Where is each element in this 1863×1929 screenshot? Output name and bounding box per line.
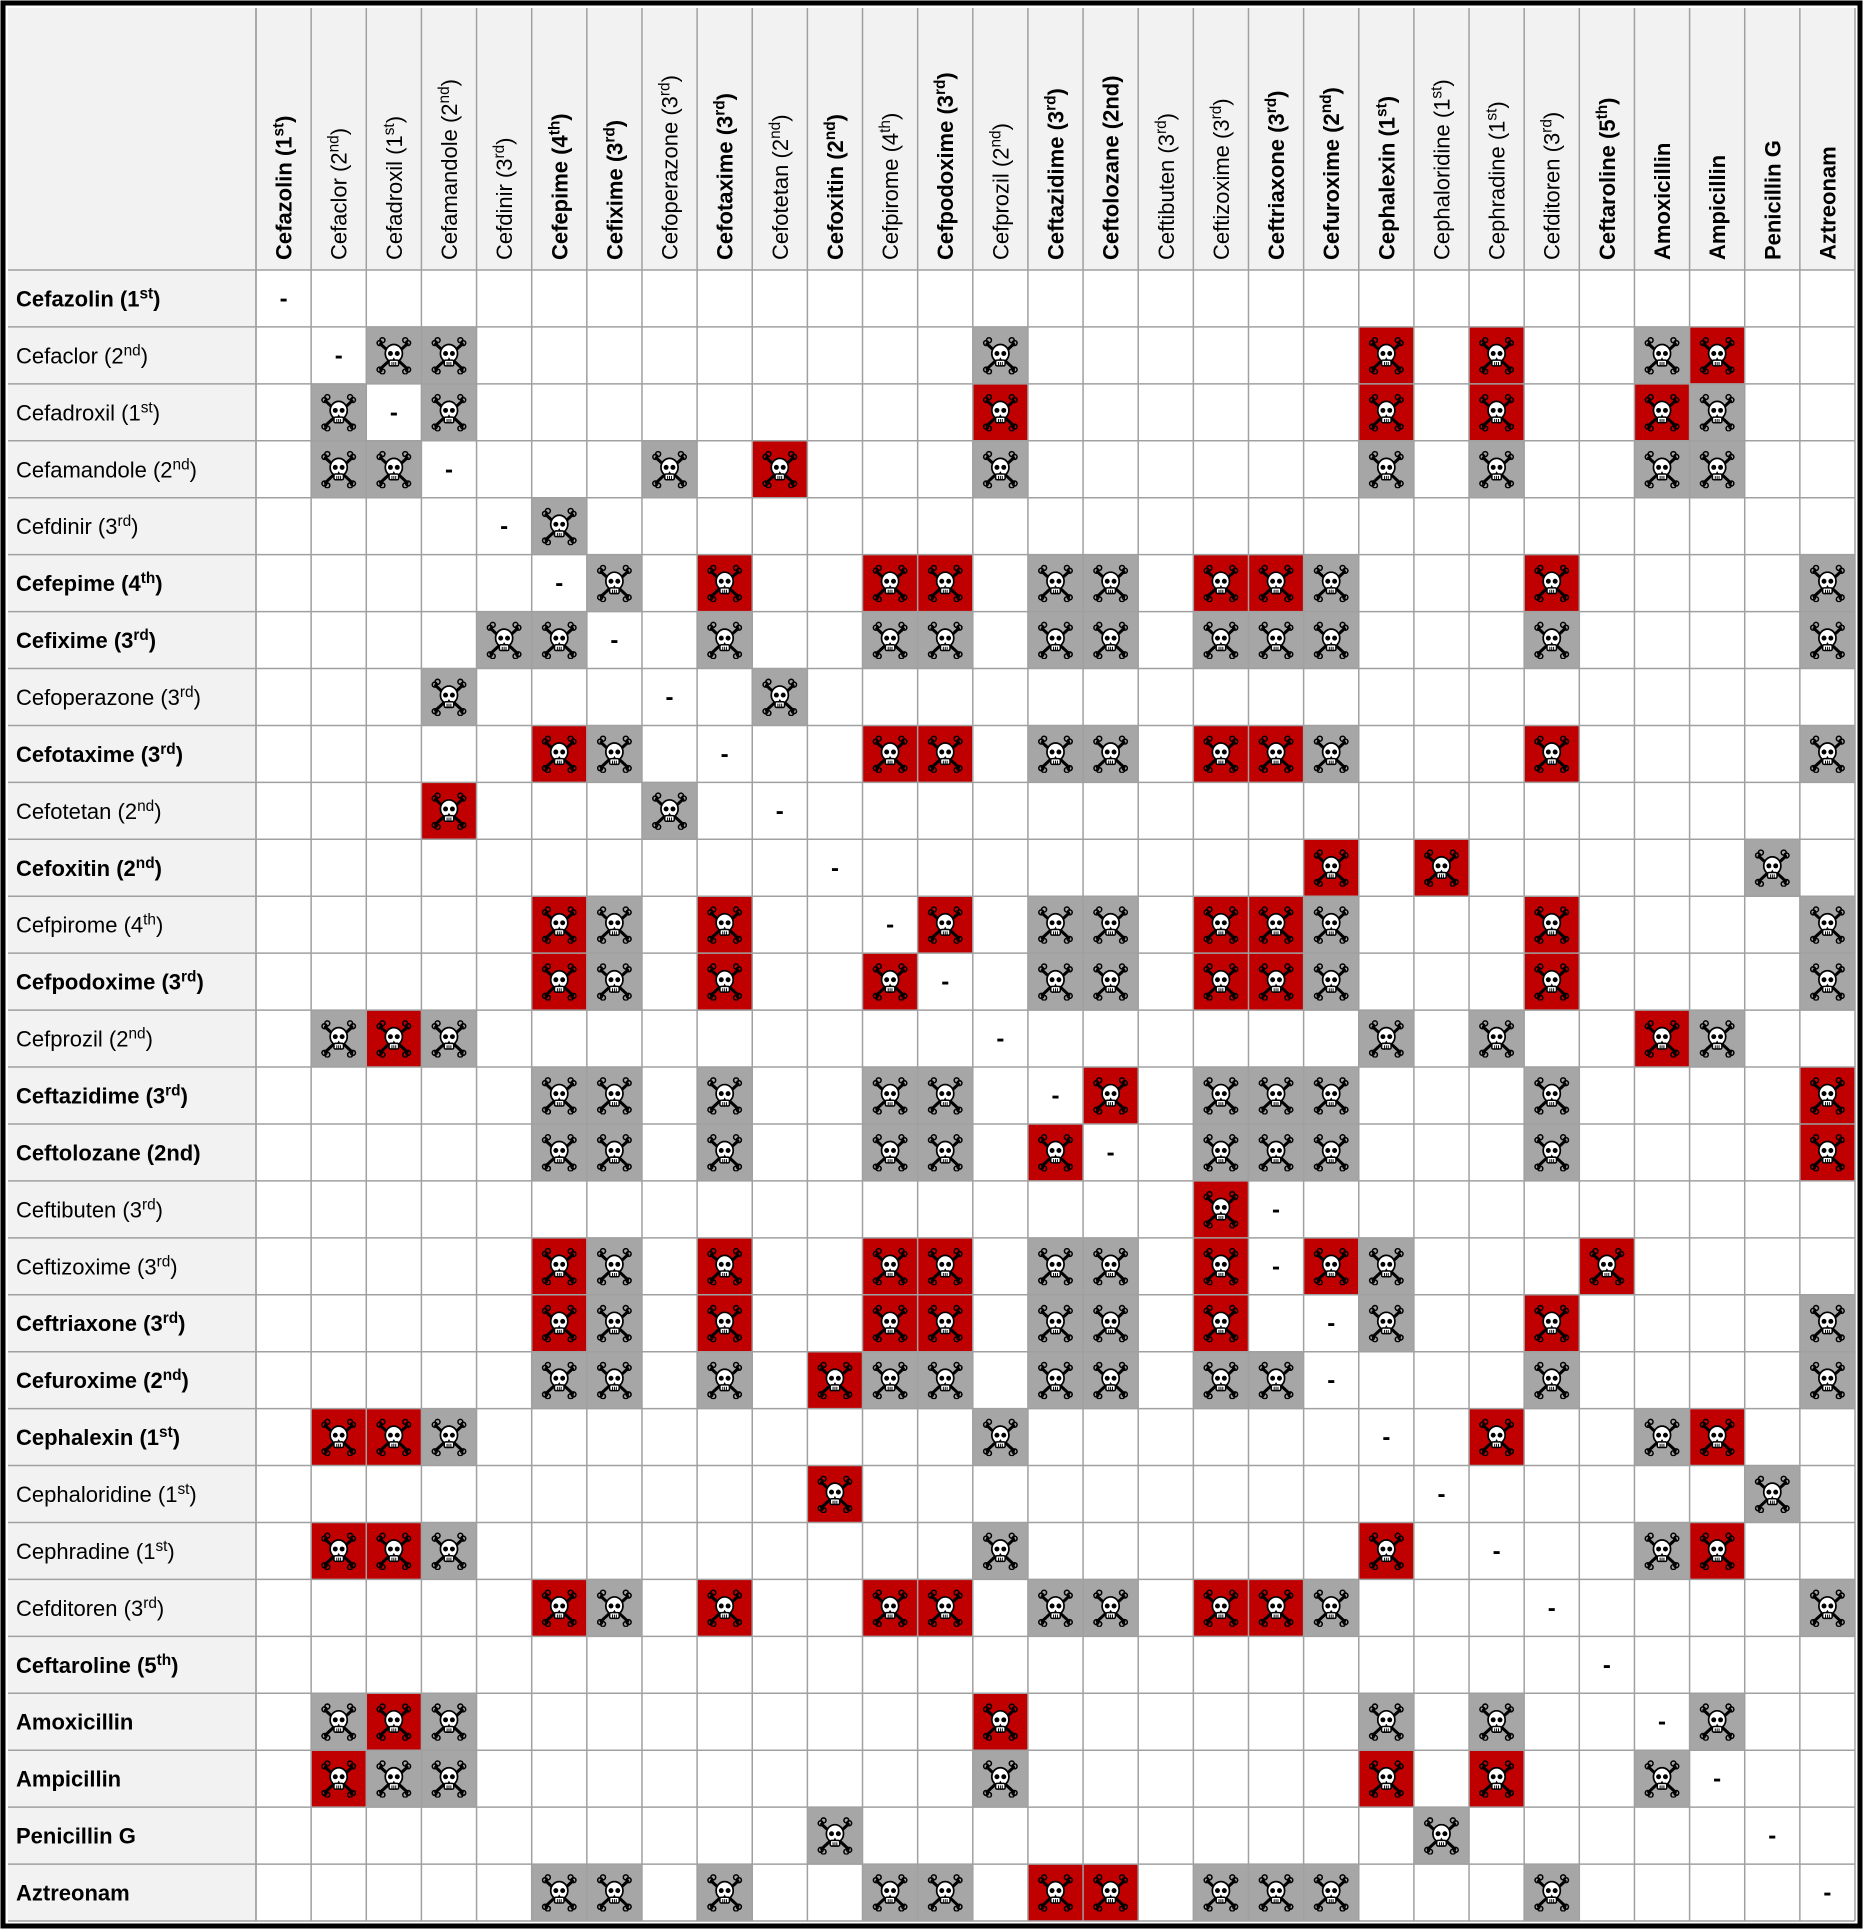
row-label-amoxicillin: Amoxicillin	[16, 1709, 134, 1735]
column-label-cefixime: Cefixime (3rd)	[601, 119, 628, 260]
column-label-cefepime: Cefepime (4th)	[546, 113, 573, 260]
self-pair-dash: -	[1492, 1537, 1501, 1565]
row-label-cefotaxime: Cefotaxime (3rd)	[16, 740, 184, 767]
self-pair-dash: -	[1327, 1367, 1336, 1395]
row-label-ampicillin: Ampicillin	[16, 1766, 122, 1792]
column-label-cefamandole: Cefamandole (2nd)	[435, 79, 462, 260]
row-label-aztreonam: Aztreonam	[16, 1880, 130, 1906]
self-pair-dash: -	[996, 1025, 1005, 1053]
column-label-cefadroxil: Cefadroxil (1st)	[380, 115, 407, 260]
column-label-cephradine: Cephradine (1st)	[1483, 101, 1510, 260]
self-pair-dash: -	[555, 570, 564, 598]
self-pair-dash: -	[941, 968, 950, 996]
row-label-cefoperazone: Cefoperazone (3rd)	[16, 683, 201, 710]
column-label-ceftolozane: Ceftolozane (2nd)	[1098, 75, 1124, 260]
self-pair-dash: -	[1327, 1310, 1336, 1338]
row-label-ceftizoxime: Ceftizoxime (3rd)	[16, 1253, 178, 1280]
row-label-cefixime: Cefixime (3rd)	[16, 627, 157, 654]
row-label-cefpodoxime: Cefpodoxime (3rd)	[16, 968, 204, 995]
self-pair-dash: -	[775, 797, 784, 825]
self-pair-dash: -	[1272, 1253, 1281, 1281]
column-label-ceftazidime: Ceftazidime (3rd)	[1042, 88, 1069, 260]
self-pair-dash: -	[1547, 1594, 1556, 1622]
row-label-ceftolozane: Ceftolozane (2nd)	[16, 1140, 201, 1166]
self-pair-dash: -	[500, 513, 509, 541]
self-pair-dash: -	[1658, 1708, 1667, 1736]
column-label-cefoxitin: Cefoxitin (2nd)	[821, 114, 848, 260]
column-label-cefditoren: Cefditoren (3rd)	[1538, 111, 1565, 260]
column-label-cephalexin: Cephalexin (1st)	[1373, 95, 1400, 260]
column-label-penicillin-g: Penicillin G	[1760, 140, 1786, 260]
self-pair-dash: -	[665, 683, 674, 711]
self-pair-dash: -	[1272, 1196, 1281, 1224]
self-pair-dash: -	[444, 456, 453, 484]
self-pair-dash: -	[1768, 1822, 1777, 1850]
row-label-ceftriaxone: Ceftriaxone (3rd)	[16, 1310, 186, 1337]
column-label-cefotetan: Cefotetan (2nd)	[766, 114, 793, 260]
column-label-ceftriaxone: Ceftriaxone (3rd)	[1263, 90, 1290, 260]
self-pair-dash: -	[1106, 1139, 1115, 1167]
column-label-amoxicillin: Amoxicillin	[1650, 142, 1676, 260]
column-label-cefdinir: Cefdinir (3rd)	[491, 137, 518, 260]
row-label-cefadroxil: Cefadroxil (1st)	[16, 399, 161, 426]
self-pair-dash: -	[1437, 1481, 1446, 1509]
row-label-cefotetan: Cefotetan (2nd)	[16, 797, 162, 824]
column-label-cefuroxime: Cefuroxime (2nd)	[1318, 87, 1345, 260]
column-label-ampicillin: Ampicillin	[1705, 154, 1731, 260]
self-pair-dash: -	[830, 854, 839, 882]
self-pair-dash: -	[1713, 1765, 1722, 1793]
row-label-cefepime: Cefepime (4th)	[16, 570, 163, 597]
column-label-cefpirome: Cefpirome (4th)	[877, 112, 904, 260]
column-label-cefoperazone: Cefoperazone (3rd)	[656, 75, 683, 260]
column-label-cefaclor: Cefaclor (2nd)	[325, 127, 352, 260]
column-label-cefazolin: Cefazolin (1st)	[270, 115, 297, 260]
self-pair-dash: -	[1051, 1082, 1060, 1110]
column-label-cefprozil: Cefprozil (2nd)	[987, 123, 1014, 260]
self-pair-dash: -	[334, 342, 343, 370]
row-label-cephradine: Cephradine (1st)	[16, 1537, 175, 1564]
self-pair-dash: -	[389, 399, 398, 427]
self-pair-dash: -	[279, 285, 288, 313]
self-pair-dash: -	[610, 627, 619, 655]
row-label-ceftazidime: Ceftazidime (3rd)	[16, 1082, 188, 1109]
column-label-cefpodoxime: Cefpodoxime (3rd)	[932, 72, 959, 260]
row-label-cefaclor: Cefaclor (2nd)	[16, 342, 149, 369]
row-label-cefpirome: Cefpirome (4th)	[16, 911, 164, 938]
row-label-cefdinir: Cefdinir (3rd)	[16, 513, 139, 540]
row-label-cefuroxime: Cefuroxime (2nd)	[16, 1367, 189, 1394]
column-label-cefotaxime: Cefotaxime (3rd)	[711, 92, 738, 260]
self-pair-dash: -	[1823, 1879, 1832, 1907]
self-pair-dash: -	[1382, 1424, 1391, 1452]
row-label-cefditoren: Cefditoren (3rd)	[16, 1594, 165, 1621]
row-label-cephalexin: Cephalexin (1st)	[16, 1424, 181, 1451]
row-label-cefazolin: Cefazolin (1st)	[16, 285, 161, 312]
row-label-ceftibuten: Ceftibuten (3rd)	[16, 1196, 163, 1223]
row-label-cefamandole: Cefamandole (2nd)	[16, 456, 197, 483]
self-pair-dash: -	[720, 740, 729, 768]
row-label-cefprozil: Cefprozil (2nd)	[16, 1025, 153, 1052]
column-label-ceftibuten: Ceftibuten (3rd)	[1152, 113, 1179, 260]
column-label-cephaloridine: Cephaloridine (1st)	[1428, 79, 1455, 260]
self-pair-dash: -	[886, 911, 895, 939]
row-label-penicillin-g: Penicillin G	[16, 1823, 136, 1849]
self-pair-dash: -	[1602, 1651, 1611, 1679]
column-label-ceftaroline: Ceftaroline (5th)	[1593, 97, 1620, 260]
row-label-ceftaroline: Ceftaroline (5th)	[16, 1651, 179, 1678]
column-label-ceftizoxime: Ceftizoxime (3rd)	[1207, 98, 1234, 260]
column-label-aztreonam: Aztreonam	[1815, 146, 1841, 260]
row-label-cephaloridine: Cephaloridine (1st)	[16, 1481, 197, 1508]
row-label-cefoxitin: Cefoxitin (2nd)	[16, 854, 162, 881]
